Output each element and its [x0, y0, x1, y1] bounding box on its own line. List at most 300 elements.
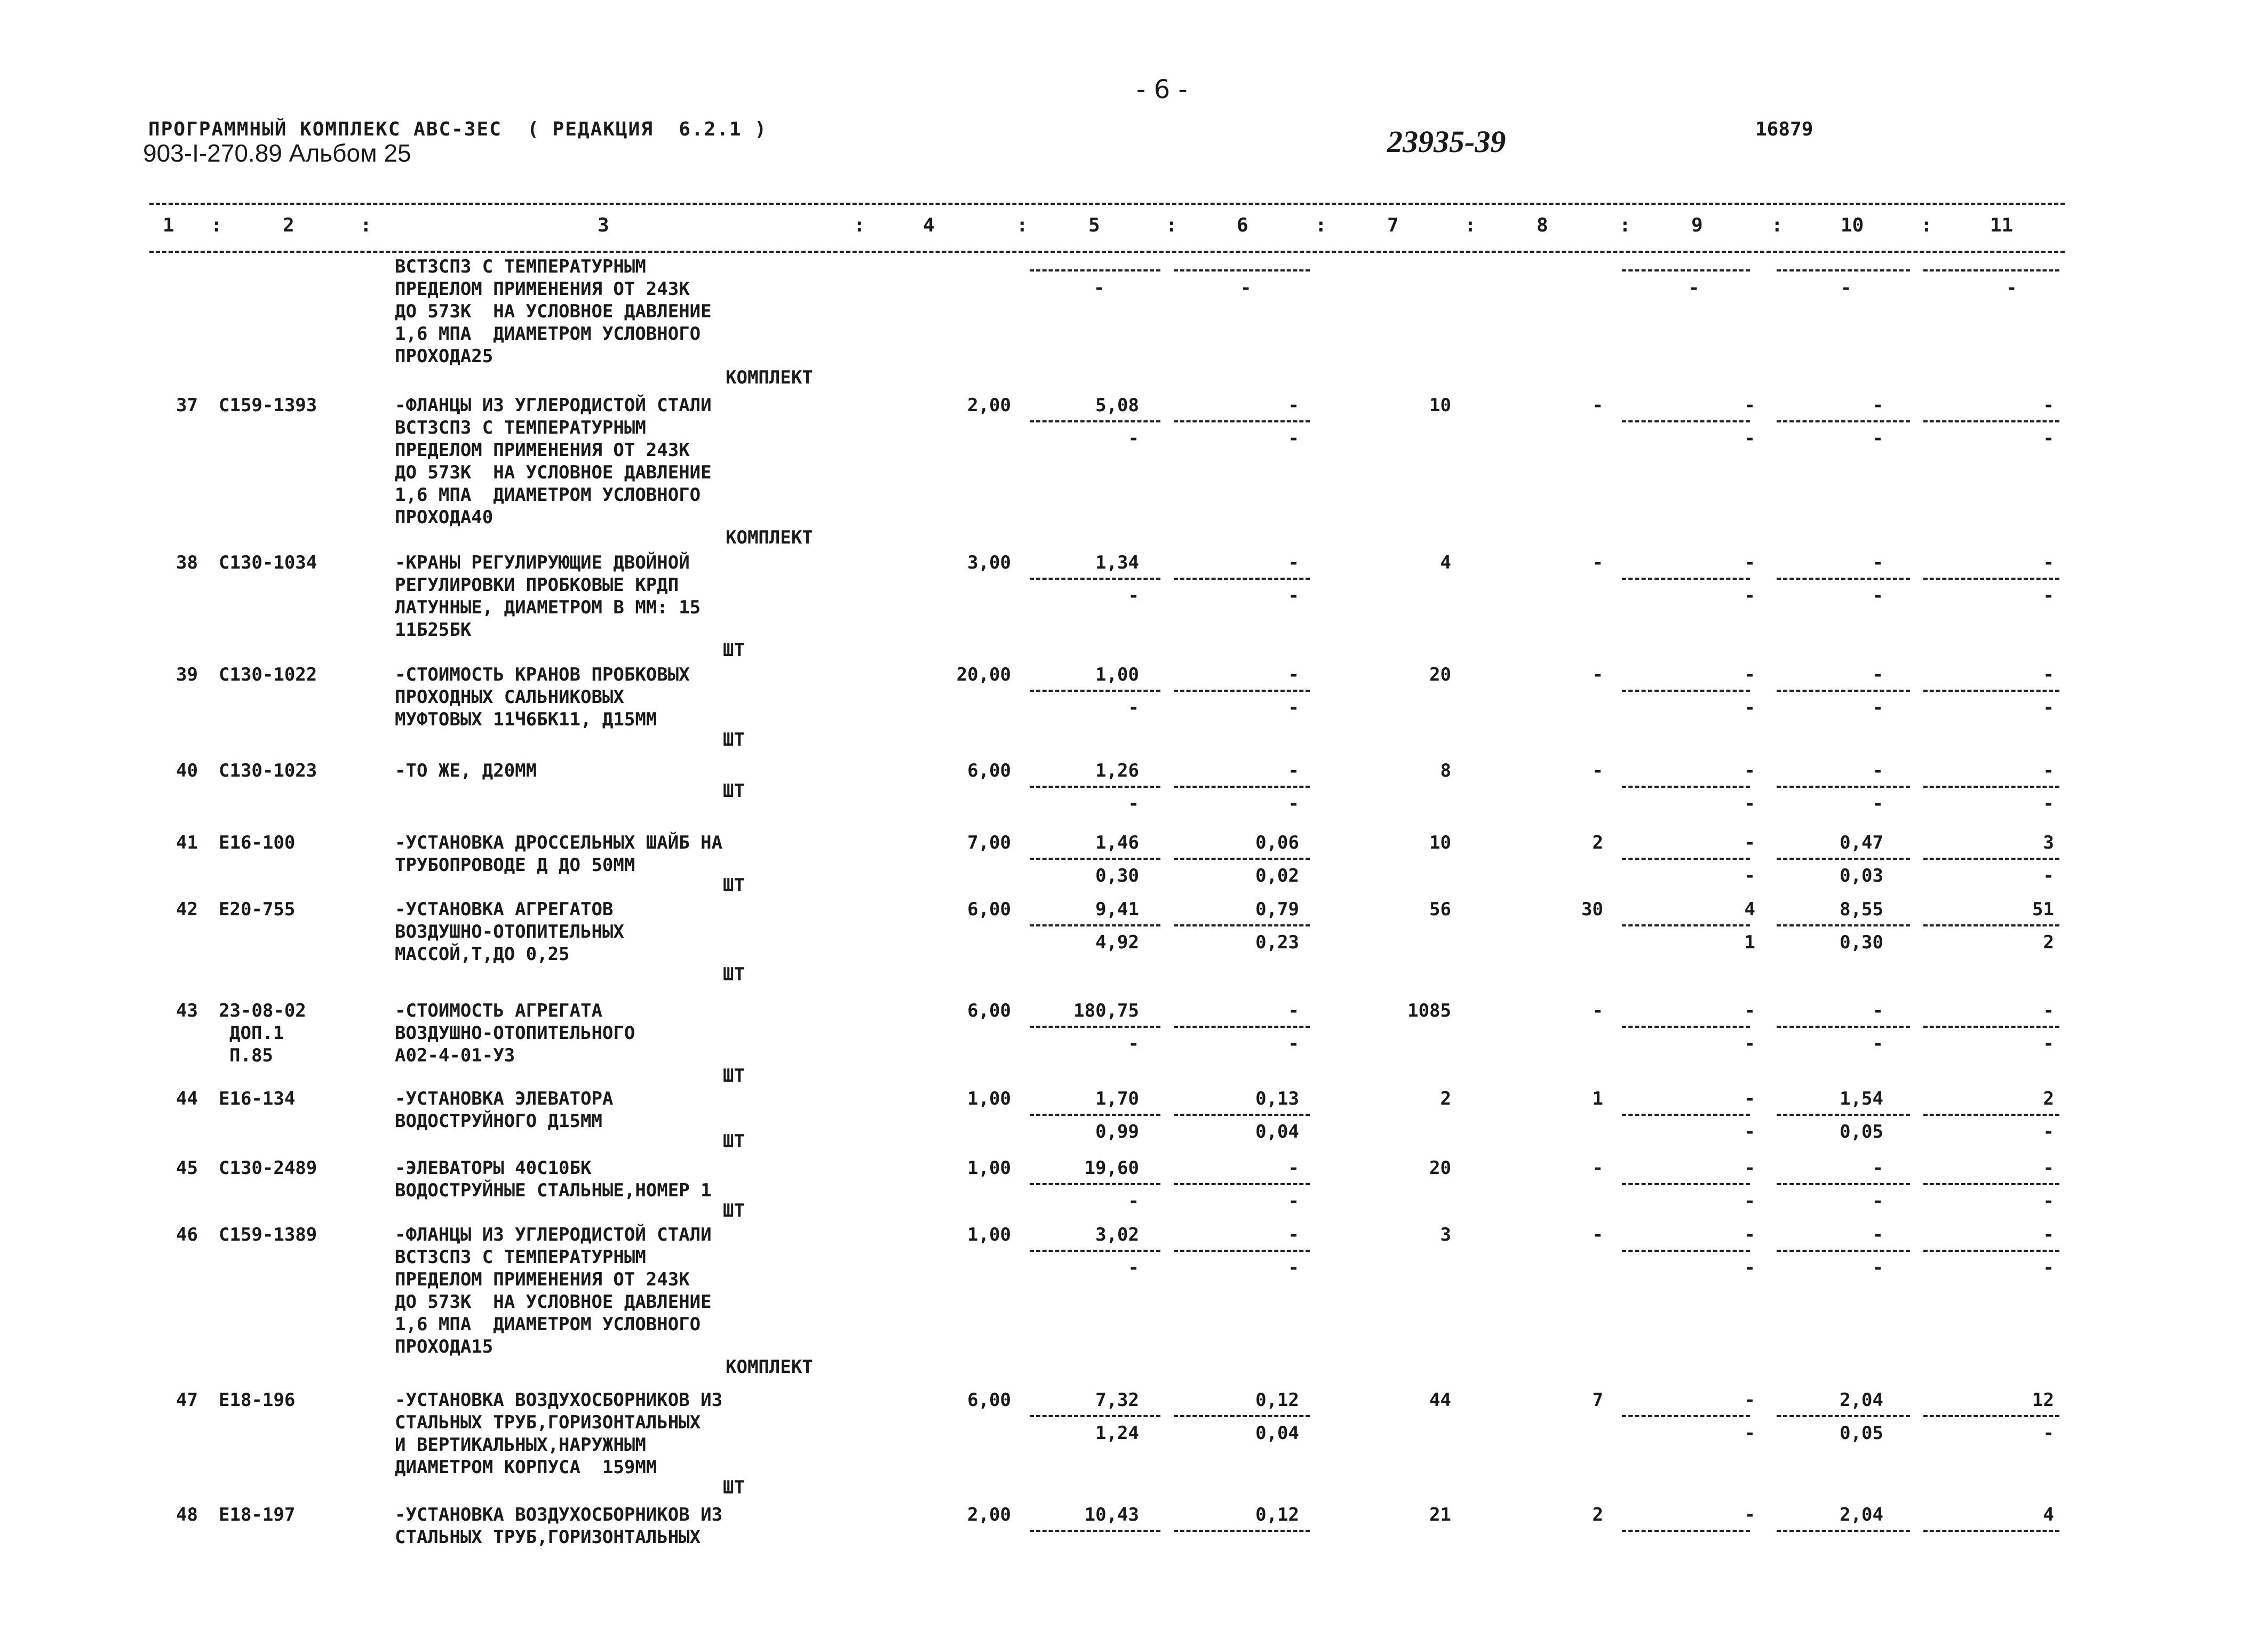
sub-c6: -: [1288, 697, 1299, 718]
sheet-code: 16879: [1755, 118, 1813, 140]
unit-label: ШТ: [723, 875, 745, 896]
project-code: 903-I-270.89 Альбом 25: [143, 139, 411, 167]
row-number: 45: [176, 1157, 198, 1179]
cell-c6: -: [1288, 552, 1299, 573]
cell-c9: -: [1744, 552, 1755, 573]
cell-c7: 20: [1429, 1157, 1451, 1179]
cell-underline: [1923, 1026, 2059, 1028]
unit-label: ШТ: [723, 640, 745, 661]
cell-underline: [1777, 1415, 1910, 1417]
cell-underline: [1622, 1530, 1750, 1532]
cell-underline: [1030, 858, 1160, 860]
cell-underline: [1777, 1530, 1910, 1532]
cell-c10: 1,54: [1840, 1088, 1883, 1109]
description-line: СТАЛЬНЫХ ТРУБ,ГОРИЗОНТАЛЬНЫХ: [395, 1527, 701, 1548]
cell-underline: [1174, 1415, 1310, 1417]
cell-underline: [1030, 1250, 1160, 1252]
description-line: 1,6 МПА ДИАМЕТРОМ УСЛОВНОГО: [395, 484, 701, 506]
cell-c4: 1,00: [967, 1224, 1011, 1245]
sub-c6: -: [1288, 428, 1299, 449]
cell-c8: 1: [1592, 1088, 1603, 1109]
unit-label: ШТ: [723, 1200, 745, 1221]
cell-underline: [1030, 1026, 1160, 1028]
sub-c6: -: [1288, 1257, 1299, 1279]
rate-code: С159-1389: [219, 1224, 317, 1245]
cell-underline: [1777, 269, 1910, 271]
cell-underline: [1923, 858, 2059, 860]
sub-value: -: [2006, 277, 2017, 299]
cell-c10: 2,04: [1840, 1389, 1883, 1411]
rate-code: С130-1022: [219, 664, 317, 685]
sub-c9: -: [1744, 793, 1755, 814]
row-number: 37: [176, 395, 198, 416]
description-line: МАССОЙ,Т,ДО 0,25: [395, 944, 570, 965]
sub-c11: -: [2043, 1190, 2054, 1212]
description-line: -ФЛАНЦЫ ИЗ УГЛЕРОДИСТОЙ СТАЛИ: [395, 395, 712, 416]
cell-c4: 6,00: [967, 1389, 1011, 1411]
cell-c6: -: [1288, 760, 1299, 781]
column-separators: :: [854, 214, 865, 236]
description-line: ПРЕДЕЛОМ ПРИМЕНЕНИЯ ОТ 243К: [395, 440, 690, 461]
cell-c8: 2: [1592, 1504, 1603, 1525]
cell-c9: -: [1744, 1389, 1755, 1411]
rate-code: Е18-196: [219, 1389, 296, 1411]
cell-c11: -: [2043, 1224, 2054, 1245]
cell-c8: -: [1592, 760, 1603, 781]
cell-c6: 0,06: [1255, 832, 1299, 853]
sub-c10: 0,05: [1840, 1423, 1883, 1444]
rate-code: Е20-755: [219, 899, 296, 920]
column-separators: :: [1921, 214, 1932, 236]
cell-underline: [1622, 858, 1750, 860]
description-line: -СТОИМОСТЬ АГРЕГАТА: [395, 1000, 602, 1021]
cell-c10: -: [1872, 552, 1883, 573]
cell-underline: [1923, 1530, 2059, 1532]
cell-c7: 21: [1429, 1504, 1451, 1525]
cell-c11: 12: [2032, 1389, 2054, 1411]
unit-label: КОМПЛЕКТ: [726, 367, 813, 388]
cell-c9: -: [1744, 1000, 1755, 1021]
cell-underline: [1174, 269, 1310, 271]
sub-c5: -: [1128, 585, 1139, 606]
cell-c7: 2: [1440, 1088, 1451, 1109]
sub-c5: 0,99: [1095, 1121, 1139, 1142]
cell-c5: 1,00: [1095, 664, 1139, 685]
column-separators: :: [360, 214, 372, 236]
cell-c10: 8,55: [1840, 899, 1883, 920]
doc-number: 23935-39: [1387, 124, 1506, 159]
cell-underline: [1923, 578, 2059, 580]
cell-c4: 6,00: [967, 1000, 1011, 1021]
cell-c10: 2,04: [1840, 1504, 1883, 1525]
sub-c5: -: [1128, 793, 1139, 814]
cell-underline: [1174, 420, 1310, 422]
cell-c7: 44: [1429, 1389, 1451, 1411]
sub-c9: -: [1744, 1033, 1755, 1054]
sub-c11: -: [2043, 793, 2054, 814]
description-line: ПРОХОДА25: [395, 346, 494, 367]
sub-c11: -: [2043, 585, 2054, 606]
description-line: ДО 573К НА УСЛОВНОЕ ДАВЛЕНИЕ: [395, 462, 712, 483]
sub-c6: -: [1288, 1033, 1299, 1054]
description-line: И ВЕРТИКАЛЬНЫХ,НАРУЖНЫМ: [395, 1434, 646, 1456]
unit-label: ШТ: [723, 780, 745, 802]
sub-c9: -: [1744, 865, 1755, 886]
sub-c10: -: [1872, 585, 1883, 606]
cell-underline: [1030, 1183, 1160, 1185]
cell-underline: [1923, 786, 2059, 788]
column-separators: :: [211, 214, 222, 236]
cell-c8: 7: [1592, 1389, 1603, 1411]
cell-underline: [1923, 1183, 2059, 1185]
header-top-rule: [149, 203, 2065, 205]
unit-label: ШТ: [723, 1131, 745, 1152]
row-number: 42: [176, 899, 198, 920]
cell-underline: [1174, 1114, 1310, 1116]
cell-c10: -: [1872, 760, 1883, 781]
cell-c5: 19,60: [1084, 1157, 1139, 1179]
sub-c10: 0,05: [1840, 1121, 1883, 1142]
cell-c5: 5,08: [1095, 395, 1139, 416]
cell-c9: -: [1744, 1504, 1755, 1525]
cell-c8: -: [1592, 1224, 1603, 1245]
header-bottom-rule: [149, 251, 2065, 253]
sub-c6: 0,23: [1255, 932, 1299, 953]
cell-c5: 3,02: [1095, 1224, 1139, 1245]
cell-c5: 1,46: [1095, 832, 1139, 853]
cell-underline: [1174, 1250, 1310, 1252]
rate-code: С159-1393: [219, 395, 317, 416]
sub-c5: 1,24: [1095, 1423, 1139, 1444]
description-line: -УСТАНОВКА ЭЛЕВАТОРА: [395, 1088, 614, 1109]
description-line: -КРАНЫ РЕГУЛИРУЮЩИЕ ДВОЙНОЙ: [395, 552, 690, 573]
cell-underline: [1622, 924, 1750, 926]
sub-c11: -: [2043, 1121, 2054, 1142]
cell-underline: [1030, 269, 1160, 271]
cell-underline: [1923, 690, 2059, 692]
cell-underline: [1174, 1026, 1310, 1028]
cell-c7: 10: [1429, 395, 1451, 416]
cell-c10: -: [1872, 1000, 1883, 1021]
cell-c4: 1,00: [967, 1157, 1011, 1179]
cell-underline: [1622, 1415, 1750, 1417]
page-number: - 6 -: [1136, 75, 1188, 105]
sub-c10: -: [1872, 1033, 1883, 1054]
row-number: 41: [176, 832, 198, 853]
sub-c11: 2: [2043, 932, 2054, 953]
row-number: 43: [176, 1000, 198, 1021]
cell-c4: 2,00: [967, 1504, 1011, 1525]
cell-c5: 1,70: [1095, 1088, 1139, 1109]
unit-label: ШТ: [723, 964, 745, 985]
sub-c11: -: [2043, 1033, 2054, 1054]
cell-c10: -: [1872, 1157, 1883, 1179]
sub-c10: -: [1872, 1190, 1883, 1212]
description-line: -УСТАНОВКА ДРОССЕЛЬНЫХ ШАЙБ НА: [395, 832, 723, 853]
cell-c6: 0,79: [1255, 899, 1299, 920]
rate-code: Е16-134: [219, 1088, 296, 1109]
sub-c9: -: [1744, 428, 1755, 449]
column-number: 6: [1237, 214, 1248, 236]
cell-underline: [1777, 1026, 1910, 1028]
cell-underline: [1174, 786, 1310, 788]
description-line: ВОДОСТРУЙНОГО Д15ММ: [395, 1110, 602, 1132]
description-line: ДО 573К НА УСЛОВНОЕ ДАВЛЕНИЕ: [395, 301, 712, 322]
cell-c7: 1085: [1407, 1000, 1451, 1021]
unit-label: КОМПЛЕКТ: [726, 1356, 813, 1378]
sub-c6: -: [1288, 585, 1299, 606]
description-line: -УСТАНОВКА АГРЕГАТОВ: [395, 899, 614, 920]
cell-underline: [1923, 269, 2059, 271]
cell-c11: -: [2043, 760, 2054, 781]
sub-c9: -: [1744, 585, 1755, 606]
rate-code: Е16-100: [219, 832, 296, 853]
cell-underline: [1777, 690, 1910, 692]
rate-code-extra: ДОП.1: [229, 1022, 284, 1044]
description-line: 1,6 МПА ДИАМЕТРОМ УСЛОВНОГО: [395, 323, 701, 345]
cell-underline: [1923, 1250, 2059, 1252]
cell-underline: [1030, 690, 1160, 692]
cell-c4: 3,00: [967, 552, 1011, 573]
program-line: ПРОГРАММНЫЙ КОМПЛЕКС АВС-3ЕС ( РЕДАКЦИЯ 6.2.1 ): [148, 118, 768, 140]
cell-underline: [1030, 578, 1160, 580]
column-number: 7: [1387, 214, 1399, 236]
column-separators: :: [1016, 214, 1028, 236]
cell-c5: 10,43: [1084, 1504, 1139, 1525]
cell-underline: [1174, 1183, 1310, 1185]
rate-code-extra: П.85: [229, 1045, 273, 1066]
description-line: -ФЛАНЦЫ ИЗ УГЛЕРОДИСТОЙ СТАЛИ: [395, 1224, 712, 1245]
sub-value: -: [1240, 277, 1252, 299]
description-line: ПРОХОДНЫХ САЛЬНИКОВЫХ: [395, 686, 624, 708]
cell-underline: [1923, 1415, 2059, 1417]
cell-c9: -: [1744, 664, 1755, 685]
description-line: ВОЗДУШНО-ОТОПИТЕЛЬНОГО: [395, 1022, 635, 1044]
cell-underline: [1030, 924, 1160, 926]
cell-underline: [1777, 1250, 1910, 1252]
cell-c8: 30: [1581, 899, 1603, 920]
description-line: ВСТ3СП3 С ТЕМПЕРАТУРНЫМ: [395, 417, 646, 438]
column-number: 1: [163, 214, 174, 236]
cell-c9: -: [1744, 1224, 1755, 1245]
sub-c10: -: [1872, 793, 1883, 814]
sub-c9: -: [1744, 697, 1755, 718]
cell-c6: -: [1288, 1000, 1299, 1021]
description-line: ВСТ3СП3 С ТЕМПЕРАТУРНЫМ: [395, 256, 646, 277]
cell-c11: -: [2043, 1000, 2054, 1021]
cell-c9: -: [1744, 1157, 1755, 1179]
cell-c4: 7,00: [967, 832, 1011, 853]
description-line: -СТОИМОСТЬ КРАНОВ ПРОБКОВЫХ: [395, 664, 690, 685]
cell-c11: -: [2043, 1157, 2054, 1179]
cell-underline: [1174, 924, 1310, 926]
cell-underline: [1622, 420, 1750, 422]
cell-c6: -: [1288, 1157, 1299, 1179]
row-number: 44: [176, 1088, 198, 1109]
cell-c6: 0,12: [1255, 1504, 1299, 1525]
sub-c11: -: [2043, 428, 2054, 449]
rate-code: 23-08-02: [219, 1000, 306, 1021]
rate-code: С130-1023: [219, 760, 317, 781]
column-number: 4: [923, 214, 935, 236]
rate-code: Е18-197: [219, 1504, 296, 1525]
cell-c7: 4: [1440, 552, 1451, 573]
sub-c9: -: [1744, 1190, 1755, 1212]
cell-c6: -: [1288, 664, 1299, 685]
description-line: ВОЗДУШНО-ОТОПИТЕЛЬНЫХ: [395, 921, 624, 942]
column-separators: :: [1619, 214, 1631, 236]
cell-c7: 56: [1429, 899, 1451, 920]
cell-underline: [1174, 578, 1310, 580]
cell-c5: 1,26: [1095, 760, 1139, 781]
sub-c10: -: [1872, 428, 1883, 449]
column-separators: :: [1771, 214, 1783, 236]
sub-value: -: [1689, 277, 1700, 299]
sub-c6: -: [1288, 793, 1299, 814]
description-line: ЛАТУННЫЕ, ДИАМЕТРОМ В ММ: 15: [395, 597, 701, 618]
cell-underline: [1030, 786, 1160, 788]
sub-c5: -: [1128, 697, 1139, 718]
cell-c9: -: [1744, 1088, 1755, 1109]
cell-c7: 3: [1440, 1224, 1451, 1245]
description-line: -УСТАНОВКА ВОЗДУХОСБОРНИКОВ ИЗ: [395, 1504, 723, 1525]
cell-c7: 8: [1440, 760, 1451, 781]
rate-code: С130-2489: [219, 1157, 317, 1179]
row-number: 48: [176, 1504, 198, 1525]
sub-c5: -: [1128, 1033, 1139, 1054]
description-line: ДО 573К НА УСЛОВНОЕ ДАВЛЕНИЕ: [395, 1291, 712, 1313]
sub-c11: -: [2043, 697, 2054, 718]
cell-underline: [1622, 1183, 1750, 1185]
cell-c6: -: [1288, 1224, 1299, 1245]
cell-underline: [1622, 269, 1750, 271]
description-line: ДИАМЕТРОМ КОРПУСА 159ММ: [395, 1457, 657, 1478]
sub-c9: -: [1744, 1423, 1755, 1444]
cell-underline: [1622, 1250, 1750, 1252]
description-line: РЕГУЛИРОВКИ ПРОБКОВЫЕ КРДП: [395, 574, 679, 596]
cell-underline: [1923, 1114, 2059, 1116]
sub-c11: -: [2043, 865, 2054, 886]
cell-underline: [1777, 858, 1910, 860]
description-line: ПРОХОДА15: [395, 1336, 494, 1357]
cell-underline: [1777, 1183, 1910, 1185]
sub-c5: 0,30: [1095, 865, 1139, 886]
cell-c11: 3: [2043, 832, 2054, 853]
description-line: ПРЕДЕЛОМ ПРИМЕНЕНИЯ ОТ 243К: [395, 278, 690, 300]
description-line: -ТО ЖЕ, Д20ММ: [395, 760, 537, 781]
cell-c6: 0,13: [1255, 1088, 1299, 1109]
sub-c10: -: [1872, 1257, 1883, 1279]
cell-c11: 2: [2043, 1088, 2054, 1109]
unit-label: КОМПЛЕКТ: [726, 527, 813, 548]
cell-underline: [1030, 420, 1160, 422]
sub-value: -: [1094, 277, 1105, 299]
column-number: 9: [1691, 214, 1703, 236]
cell-c10: -: [1872, 1224, 1883, 1245]
sub-c11: -: [2043, 1423, 2054, 1444]
cell-c4: 2,00: [967, 395, 1011, 416]
description-line: ТРУБОПРОВОДЕ Д ДО 50ММ: [395, 854, 635, 876]
cell-c5: 180,75: [1073, 1000, 1139, 1021]
sub-c6: -: [1288, 1190, 1299, 1212]
sub-c9: 1: [1744, 932, 1755, 953]
cell-c4: 20,00: [956, 664, 1011, 685]
sub-c6: 0,04: [1255, 1423, 1299, 1444]
column-separators: :: [1315, 214, 1327, 236]
cell-underline: [1622, 1114, 1750, 1116]
sub-c6: 0,04: [1255, 1121, 1299, 1142]
description-line: -УСТАНОВКА ВОЗДУХОСБОРНИКОВ ИЗ: [395, 1389, 723, 1411]
cell-c11: 51: [2032, 899, 2054, 920]
sub-c10: -: [1872, 697, 1883, 718]
sub-c10: 0,03: [1840, 865, 1883, 886]
cell-underline: [1030, 1415, 1160, 1417]
cell-underline: [1777, 924, 1910, 926]
column-number: 3: [598, 214, 609, 236]
sub-c10: 0,30: [1840, 932, 1883, 953]
row-number: 46: [176, 1224, 198, 1245]
column-separators: :: [1465, 214, 1476, 236]
description-line: -ЭЛЕВАТОРЫ 40С10БК: [395, 1157, 592, 1179]
description-line: ПРОХОДА40: [395, 507, 494, 528]
cell-c6: 0,12: [1255, 1389, 1299, 1411]
cell-c4: 6,00: [967, 899, 1011, 920]
cell-c5: 7,32: [1095, 1389, 1139, 1411]
cell-c11: 4: [2043, 1504, 2054, 1525]
cell-c7: 20: [1429, 664, 1451, 685]
cell-underline: [1923, 420, 2059, 422]
cell-c11: -: [2043, 664, 2054, 685]
cell-underline: [1030, 1530, 1160, 1532]
cell-c8: -: [1592, 552, 1603, 573]
cell-underline: [1174, 690, 1310, 692]
rate-code: С130-1034: [219, 552, 317, 573]
row-number: 38: [176, 552, 198, 573]
column-number: 10: [1841, 214, 1864, 236]
column-separators: :: [1166, 214, 1177, 236]
cell-c11: -: [2043, 395, 2054, 416]
unit-label: ШТ: [723, 1065, 745, 1086]
cell-underline: [1777, 786, 1910, 788]
cell-c8: -: [1592, 395, 1603, 416]
description-line: 11Б25БК: [395, 619, 472, 641]
cell-c5: 9,41: [1095, 899, 1139, 920]
cell-c4: 6,00: [967, 760, 1011, 781]
sub-c5: 4,92: [1095, 932, 1139, 953]
description-line: ПРЕДЕЛОМ ПРИМЕНЕНИЯ ОТ 243К: [395, 1269, 690, 1290]
cell-underline: [1923, 924, 2059, 926]
cell-c9: 4: [1744, 899, 1755, 920]
description-line: СТАЛЬНЫХ ТРУБ,ГОРИЗОНТАЛЬНЫХ: [395, 1412, 701, 1433]
cell-c7: 10: [1429, 832, 1451, 853]
sub-c5: -: [1128, 1257, 1139, 1279]
cell-c4: 1,00: [967, 1088, 1011, 1109]
cell-underline: [1622, 786, 1750, 788]
row-number: 47: [176, 1389, 198, 1411]
sub-value: -: [1841, 277, 1852, 299]
cell-underline: [1622, 578, 1750, 580]
sub-c11: -: [2043, 1257, 2054, 1279]
cell-c8: 2: [1592, 832, 1603, 853]
sub-c6: 0,02: [1255, 865, 1299, 886]
sub-c5: -: [1128, 1190, 1139, 1212]
cell-c9: -: [1744, 760, 1755, 781]
description-line: 1,6 МПА ДИАМЕТРОМ УСЛОВНОГО: [395, 1314, 701, 1335]
sub-c9: -: [1744, 1257, 1755, 1279]
cell-underline: [1174, 1530, 1310, 1532]
column-number: 8: [1537, 214, 1548, 236]
column-number: 2: [283, 214, 295, 236]
